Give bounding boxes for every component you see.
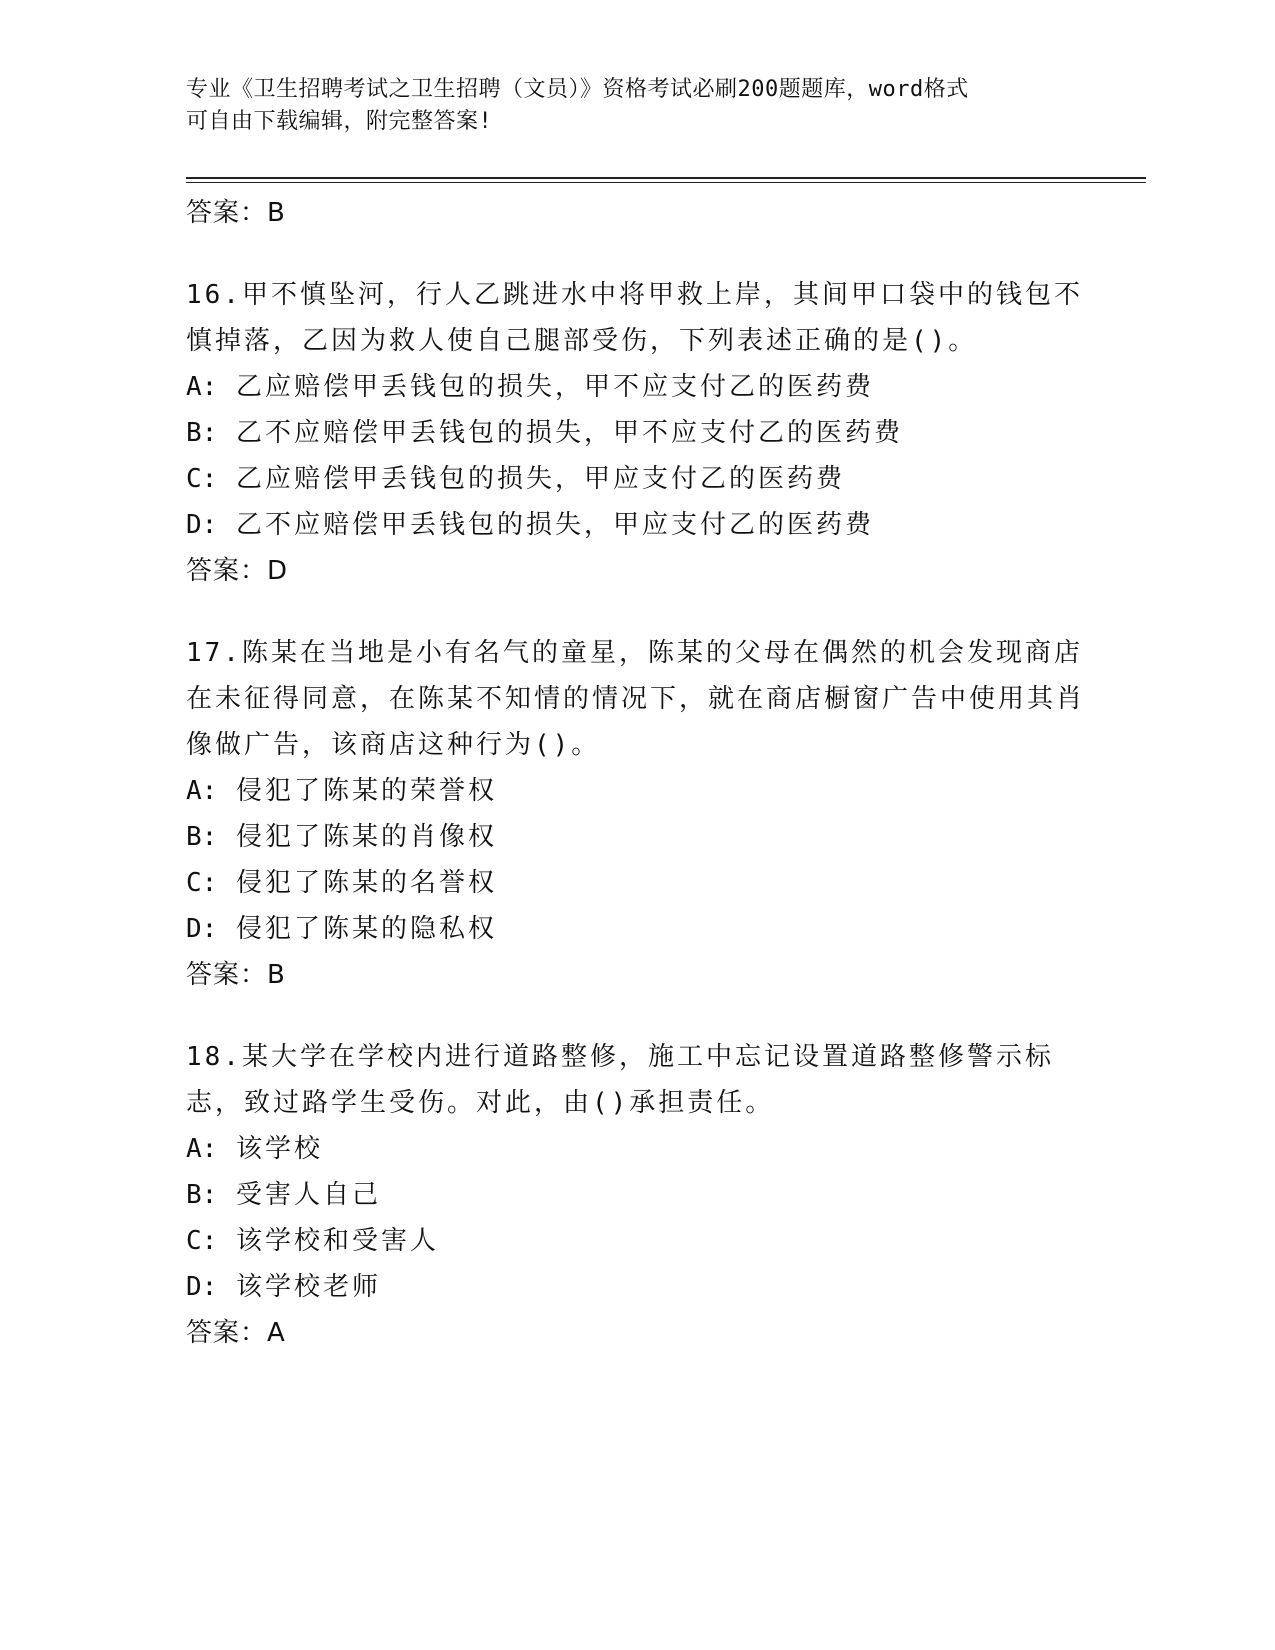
- option-key: B:: [186, 1180, 218, 1210]
- answer: 答案：D: [186, 556, 289, 586]
- option-key: A:: [186, 1134, 218, 1164]
- option-text: 乙不应赔偿甲丢钱包的损失，甲不应支付乙的医药费: [235, 418, 903, 448]
- question-17: [186, 630, 1106, 998]
- option-a: [186, 364, 1106, 410]
- option-text: 该学校老师: [235, 1272, 381, 1302]
- option-d: [186, 502, 1106, 548]
- header-rule-thick: [186, 177, 1146, 179]
- option-key: D:: [186, 510, 218, 540]
- document-header: [186, 74, 1086, 138]
- option-c: [186, 860, 1106, 906]
- answer: 答案：A: [186, 1318, 286, 1348]
- document-body: [186, 190, 1106, 1392]
- option-b: [186, 1172, 1106, 1218]
- option-a: [186, 768, 1106, 814]
- question-stem: 17.陈某在当地是小有名气的童星，陈某的父母在偶然的机会发现商店在未征得同意，在陈某不知情的情况下，就在商店橱窗广告中使用其肖像做广告，该商店这种行为()。: [186, 638, 1086, 760]
- option-c: [186, 456, 1106, 502]
- header-line-2: 可自由下载编辑，附完整答案!: [186, 109, 493, 134]
- option-text: 该学校: [235, 1134, 323, 1164]
- option-key: B:: [186, 822, 218, 852]
- option-key: D:: [186, 914, 218, 944]
- option-c: [186, 1218, 1106, 1264]
- option-text: 侵犯了陈某的荣誉权: [235, 776, 497, 806]
- option-key: D:: [186, 1272, 218, 1302]
- option-key: C:: [186, 1226, 218, 1256]
- option-b: [186, 814, 1106, 860]
- option-key: B:: [186, 418, 218, 448]
- option-text: 侵犯了陈某的肖像权: [235, 822, 497, 852]
- option-key: A:: [186, 372, 218, 402]
- question-16: [186, 272, 1106, 594]
- option-text: 侵犯了陈某的隐私权: [235, 914, 497, 944]
- option-text: 受害人自己: [235, 1180, 381, 1210]
- option-key: C:: [186, 464, 218, 494]
- answer: 答案：B: [186, 960, 286, 990]
- option-b: [186, 410, 1106, 456]
- option-key: A:: [186, 776, 218, 806]
- previous-answer: 答案：B: [186, 198, 286, 228]
- question-stem: 16.甲不慎坠河，行人乙跳进水中将甲救上岸，其间甲口袋中的钱包不慎掉落，乙因为救人使自己腿部受伤，下列表述正确的是()。: [186, 280, 1083, 356]
- question-18: [186, 1034, 1106, 1356]
- option-d: [186, 906, 1106, 952]
- option-d: [186, 1264, 1106, 1310]
- option-text: 乙应赔偿甲丢钱包的损失，甲不应支付乙的医药费: [235, 372, 874, 402]
- option-text: 乙不应赔偿甲丢钱包的损失，甲应支付乙的医药费: [235, 510, 874, 540]
- option-a: [186, 1126, 1106, 1172]
- header-rule-thin: [186, 182, 1146, 183]
- option-key: C:: [186, 868, 218, 898]
- question-stem: 18.某大学在学校内进行道路整修，施工中忘记设置道路整修警示标志，致过路学生受伤。对此，由()承担责任。: [186, 1042, 1054, 1118]
- option-text: 乙应赔偿甲丢钱包的损失，甲应支付乙的医药费: [235, 464, 845, 494]
- header-line-1: 专业《卫生招聘考试之卫生招聘（文员）》资格考试必刷200题题库，word格式: [186, 77, 969, 102]
- option-text: 侵犯了陈某的名誉权: [235, 868, 497, 898]
- option-text: 该学校和受害人: [235, 1226, 439, 1256]
